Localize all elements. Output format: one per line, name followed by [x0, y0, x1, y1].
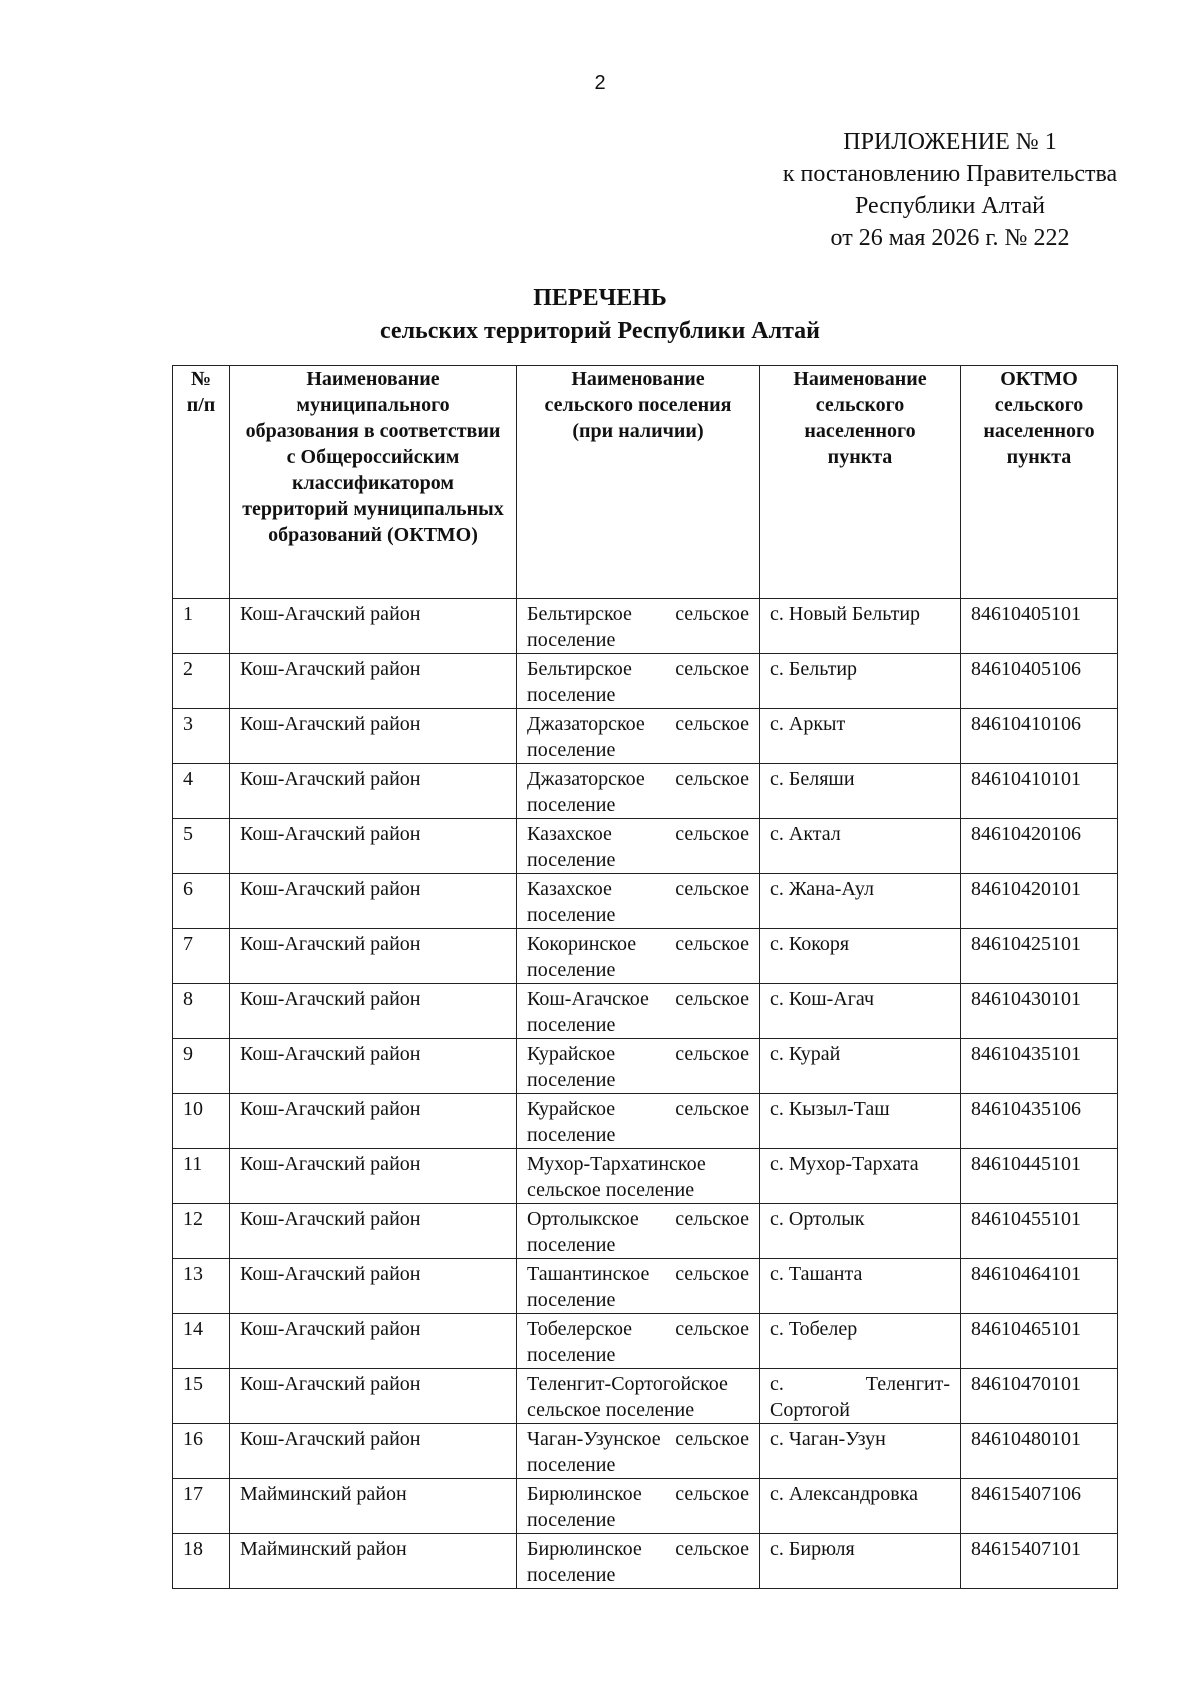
table-body	[173, 599, 1118, 1589]
settlement-cell: Бирюлинское сельское поселение	[517, 1479, 760, 1534]
document-title	[0, 282, 1200, 348]
title-line-1: ПЕРЕЧЕНЬ	[533, 285, 667, 311]
row-number: 5	[173, 819, 230, 874]
row-number: 15	[173, 1369, 230, 1424]
table-row	[173, 929, 1118, 984]
table-row	[173, 1039, 1118, 1094]
oktmo-cell: 84610420101	[961, 874, 1118, 929]
header-municipality: Наименование муниципального образования в соответствии с Общероссийским классификатором территорий муниципальных образований (ОКТМО)	[230, 366, 517, 599]
oktmo-cell: 84615407106	[961, 1479, 1118, 1534]
municipality-cell: Кош-Агачский район	[230, 709, 517, 764]
locality-cell: с. Теленгит-Сортогой	[760, 1369, 961, 1424]
row-number: 7	[173, 929, 230, 984]
table-row	[173, 654, 1118, 709]
table-row	[173, 1314, 1118, 1369]
locality-cell: с. Кош-Агач	[760, 984, 961, 1039]
oktmo-cell: 84610464101	[961, 1259, 1118, 1314]
table-header-row	[173, 366, 1118, 599]
locality-cell: с. Бирюля	[760, 1534, 961, 1589]
row-number: 8	[173, 984, 230, 1039]
locality-cell: с. Чаган-Узун	[760, 1424, 961, 1479]
municipality-cell: Кош-Агачский район	[230, 929, 517, 984]
appendix-line-4: от 26 мая 2026 г. № 222	[830, 225, 1070, 251]
appendix-block	[760, 126, 1140, 254]
municipality-cell: Кош-Агачский район	[230, 1369, 517, 1424]
title-line-2: сельских территорий Республики Алтай	[379, 318, 820, 344]
table-row	[173, 1479, 1118, 1534]
table-row	[173, 1204, 1118, 1259]
row-number: 16	[173, 1424, 230, 1479]
locality-cell: с. Мухор-Тархата	[760, 1149, 961, 1204]
municipality-cell: Кош-Агачский район	[230, 1259, 517, 1314]
row-number: 13	[173, 1259, 230, 1314]
rural-territories-table	[172, 365, 1118, 1589]
appendix-line-1: ПРИЛОЖЕНИЕ № 1	[843, 129, 1057, 155]
municipality-cell: Майминский район	[230, 1479, 517, 1534]
municipality-cell: Кош-Агачский район	[230, 654, 517, 709]
oktmo-cell: 84610405106	[961, 654, 1118, 709]
municipality-cell: Кош-Агачский район	[230, 1204, 517, 1259]
oktmo-cell: 84610425101	[961, 929, 1118, 984]
municipality-cell: Кош-Агачский район	[230, 984, 517, 1039]
row-number: 1	[173, 599, 230, 654]
locality-cell: с. Беляши	[760, 764, 961, 819]
locality-cell: с. Курай	[760, 1039, 961, 1094]
oktmo-cell: 84610470101	[961, 1369, 1118, 1424]
settlement-cell: Курайское сельское поселение	[517, 1039, 760, 1094]
row-number: 18	[173, 1534, 230, 1589]
locality-cell: с. Александровка	[760, 1479, 961, 1534]
table-row	[173, 709, 1118, 764]
locality-cell: с. Ташанта	[760, 1259, 961, 1314]
oktmo-cell: 84610420106	[961, 819, 1118, 874]
row-number: 9	[173, 1039, 230, 1094]
table-row	[173, 1094, 1118, 1149]
municipality-cell: Кош-Агачский район	[230, 764, 517, 819]
locality-cell: с. Кокоря	[760, 929, 961, 984]
municipality-cell: Кош-Агачский район	[230, 874, 517, 929]
locality-cell: с. Бельтир	[760, 654, 961, 709]
oktmo-cell: 84610435101	[961, 1039, 1118, 1094]
locality-cell: с. Новый Бельтир	[760, 599, 961, 654]
oktmo-cell: 84610480101	[961, 1424, 1118, 1479]
row-number: 17	[173, 1479, 230, 1534]
settlement-cell: Кокоринское сельское поселение	[517, 929, 760, 984]
row-number: 11	[173, 1149, 230, 1204]
settlement-cell: Казахское сельское поселение	[517, 874, 760, 929]
header-number: № п/п	[173, 366, 230, 599]
municipality-cell: Кош-Агачский район	[230, 1314, 517, 1369]
row-number: 14	[173, 1314, 230, 1369]
oktmo-cell: 84610405101	[961, 599, 1118, 654]
table-row	[173, 1424, 1118, 1479]
row-number: 10	[173, 1094, 230, 1149]
settlement-cell: Бельтирское сельское поселение	[517, 654, 760, 709]
oktmo-cell: 84610410106	[961, 709, 1118, 764]
locality-cell: с. Кызыл-Таш	[760, 1094, 961, 1149]
appendix-line-2: к постановлению Правительства	[782, 161, 1118, 187]
municipality-cell: Кош-Агачский район	[230, 1094, 517, 1149]
row-number: 3	[173, 709, 230, 764]
municipality-cell: Кош-Агачский район	[230, 819, 517, 874]
table-row	[173, 764, 1118, 819]
settlement-cell: Кош-Агачское сельское поселение	[517, 984, 760, 1039]
row-number: 6	[173, 874, 230, 929]
table-row	[173, 984, 1118, 1039]
locality-cell: с. Актал	[760, 819, 961, 874]
oktmo-cell: 84610455101	[961, 1204, 1118, 1259]
settlement-cell: Бирюлинское сельское поселение	[517, 1534, 760, 1589]
header-settlement: Наименование сельского поселения (при наличии)	[517, 366, 760, 599]
row-number: 12	[173, 1204, 230, 1259]
settlement-cell: Теленгит-Сортогойское сельское поселение	[517, 1369, 760, 1424]
table-row	[173, 1149, 1118, 1204]
municipality-cell: Майминский район	[230, 1534, 517, 1589]
table-row	[173, 819, 1118, 874]
locality-cell: с. Аркыт	[760, 709, 961, 764]
oktmo-cell: 84610435106	[961, 1094, 1118, 1149]
oktmo-cell: 84610410101	[961, 764, 1118, 819]
oktmo-cell: 84610445101	[961, 1149, 1118, 1204]
settlement-cell: Джазаторское сельское поселение	[517, 764, 760, 819]
header-oktmo: ОКТМО сельского населенного пункта	[961, 366, 1118, 599]
oktmo-cell: 84610465101	[961, 1314, 1118, 1369]
municipality-cell: Кош-Агачский район	[230, 599, 517, 654]
locality-cell: с. Ортолык	[760, 1204, 961, 1259]
locality-cell: с. Жана-Аул	[760, 874, 961, 929]
settlement-cell: Чаган-Узунское сельское поселение	[517, 1424, 760, 1479]
table-row	[173, 599, 1118, 654]
municipality-cell: Кош-Агачский район	[230, 1149, 517, 1204]
table-row	[173, 874, 1118, 929]
settlement-cell: Тобелерское сельское поселение	[517, 1314, 760, 1369]
header-locality: Наименование сельского населенного пункта	[760, 366, 961, 599]
oktmo-cell: 84610430101	[961, 984, 1118, 1039]
settlement-cell: Мухор-Тархатинское сельское поселение	[517, 1149, 760, 1204]
municipality-cell: Кош-Агачский район	[230, 1424, 517, 1479]
table-row	[173, 1259, 1118, 1314]
settlement-cell: Курайское сельское поселение	[517, 1094, 760, 1149]
municipality-cell: Кош-Агачский район	[230, 1039, 517, 1094]
table-row	[173, 1534, 1118, 1589]
table-row	[173, 1369, 1118, 1424]
locality-cell: с. Тобелер	[760, 1314, 961, 1369]
settlement-cell: Ташантинское сельское поселение	[517, 1259, 760, 1314]
appendix-line-3: Республики Алтай	[855, 193, 1045, 219]
row-number: 4	[173, 764, 230, 819]
row-number: 2	[173, 654, 230, 709]
page-number: 2	[594, 72, 606, 94]
settlement-cell: Джазаторское сельское поселение	[517, 709, 760, 764]
oktmo-cell: 84615407101	[961, 1534, 1118, 1589]
settlement-cell: Бельтирское сельское поселение	[517, 599, 760, 654]
settlement-cell: Казахское сельское поселение	[517, 819, 760, 874]
settlement-cell: Ортолыкское сельское поселение	[517, 1204, 760, 1259]
